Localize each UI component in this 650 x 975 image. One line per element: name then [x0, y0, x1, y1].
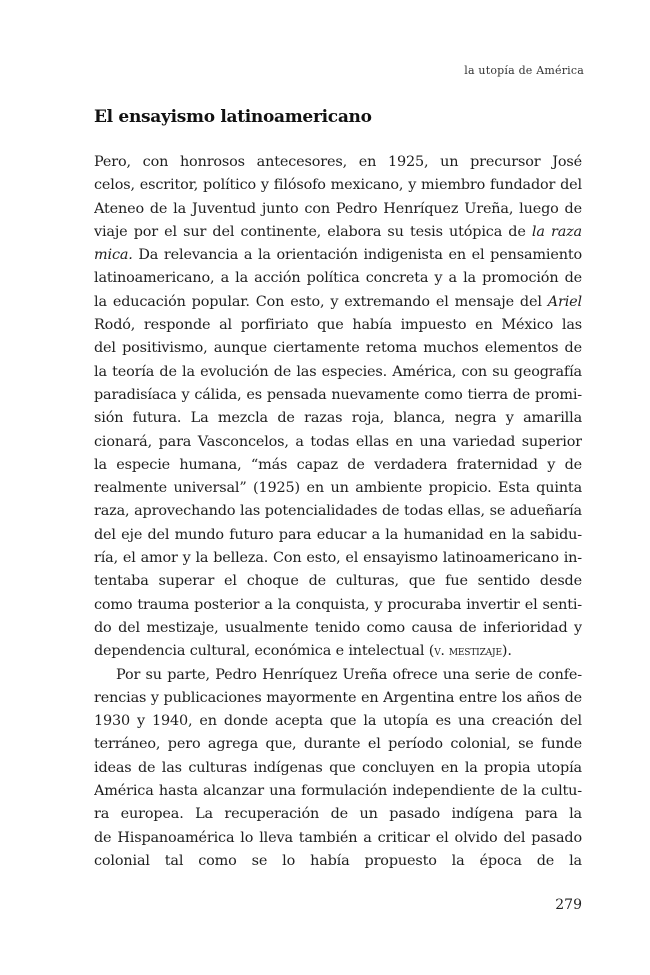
- text-line: cionará, para Vasconcelos, a todas ellas en una variedad superior: [94, 433, 582, 450]
- italic-title: la raza: [531, 223, 582, 240]
- text-line: Rodó, responde al porfiriato que había impuesto en México las: [94, 317, 582, 334]
- text-line: paradisíaca y cálida, es pensada nuevamente como tierra de promi-: [94, 386, 582, 403]
- text-line: ría, el amor y la belleza. Con esto, el ensayismo latinoamericano in-: [94, 550, 582, 567]
- text-line: raza, aprovechando las potencialidades de todas ellas, se adueñaría: [94, 503, 582, 520]
- text-line: realmente universal” (1925) en un ambiente propicio. Esta quinta: [94, 480, 582, 497]
- text-line: la teoría de la evolución de las especies. América, con su geografía: [94, 363, 582, 380]
- text-line: de Hispanoamérica lo lleva también a criticar el olvido del pasado: [94, 829, 582, 846]
- text-line: tentaba superar el choque de culturas, que fue sentido desde: [94, 573, 582, 590]
- text-line: Ateneo de la Juventud junto con Pedro Henríquez Ureña, luego de: [94, 200, 582, 217]
- page-number: 279: [555, 897, 582, 913]
- text-line: latinoamericano, a la acción política concreta y a la promoción de: [94, 270, 582, 287]
- section-title: El ensayismo latinoamericano: [94, 107, 372, 127]
- text-line: 1930 y 1940, en donde acepta que la utopía es una creación del: [94, 713, 582, 730]
- text-line: América hasta alcanzar una formulación independiente de la cultu-: [94, 783, 582, 800]
- text-line: como trauma posterior a la conquista, y procuraba invertir el senti-: [94, 596, 582, 613]
- running-header: la utopía de América: [464, 64, 584, 77]
- cross-reference: v. mestizaje: [434, 643, 502, 660]
- text-line: rencias y publicaciones mayormente en Argentina entre los años de: [94, 689, 582, 706]
- text-line: la educación popular. Con esto, y extremando el mensaje del Ariel: [94, 293, 582, 310]
- text-line: sión futura. La mezcla de razas roja, blanca, negra y amarilla: [94, 410, 582, 427]
- text-line: Por su parte, Pedro Henríquez Ureña ofrece una serie de confe-: [116, 666, 582, 683]
- text-line: colonial tal como se lo había propuesto la época de la: [94, 852, 582, 869]
- text-line: Pero, con honrosos antecesores, en 1925, un precursor José: [94, 154, 582, 170]
- text-line: del eje del mundo futuro para educar a la humanidad en la sabidu-: [94, 526, 582, 543]
- text-line: del positivismo, aunque ciertamente retoma muchos elementos de: [94, 340, 582, 357]
- text-line: celos, escritor, político y filósofo mexicano, y miembro fundador del: [94, 177, 582, 194]
- italic-title: mica.: [94, 247, 133, 264]
- italic-title: Ariel: [547, 293, 582, 310]
- text-line: terráneo, pero agrega que, durante el período colonial, se funde: [94, 736, 582, 753]
- text-line: la especie humana, “más capaz de verdadera fraternidad y de: [94, 456, 582, 473]
- text-line: do del mestizaje, usualmente tenido como causa de inferioridad y: [94, 619, 582, 636]
- text-line: mica. Da relevancia a la orientación indigenista en el pensamiento: [94, 247, 582, 264]
- text-line: dependencia cultural, económica e intelectual (v. mestizaje).: [94, 643, 512, 660]
- text-line: ra europea. La recuperación de un pasado indígena para la: [94, 806, 582, 823]
- text-line: viaje por el sur del continente, elabora su tesis utópica de la raza: [94, 221, 582, 244]
- body-text: [94, 151, 582, 873]
- text-line: ideas de las culturas indígenas que concluyen en la propia utopía: [94, 759, 582, 776]
